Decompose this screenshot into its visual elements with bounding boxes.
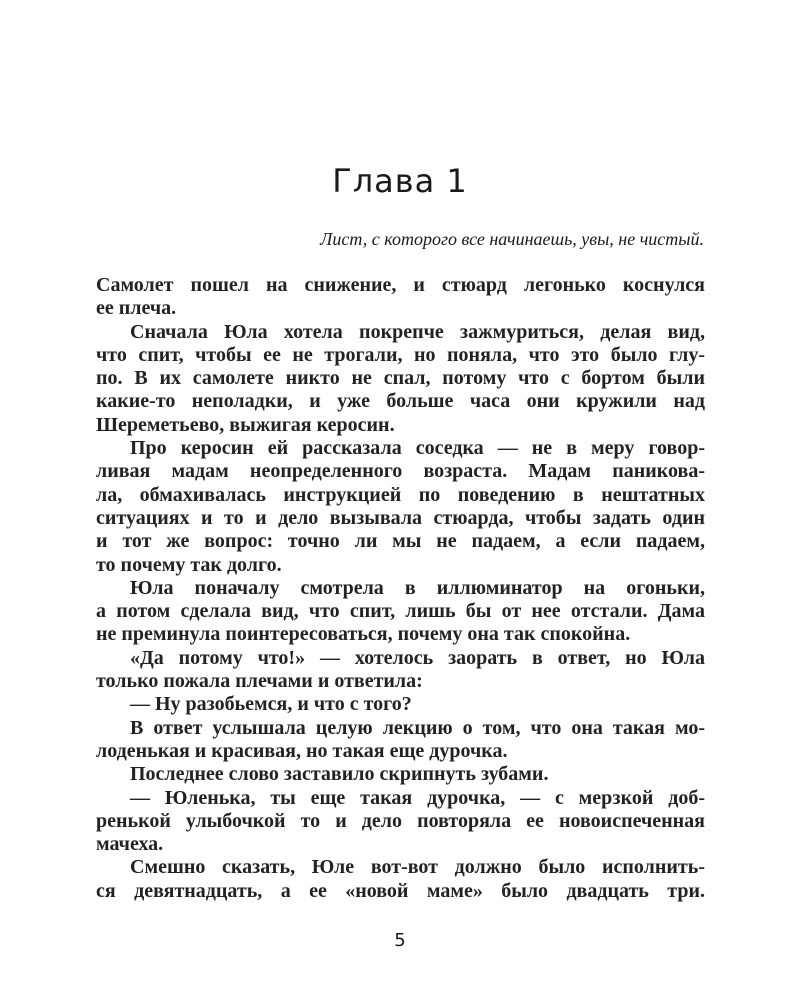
text-line: по. В их самолете никто не спал, потому что с бортом были — [96, 367, 705, 390]
epigraph: Лист, с которого все начинаешь, увы, не чистый. — [320, 229, 704, 249]
text-line: ся девятнадцать, а ее «новой маме» было двадцать три. — [96, 879, 705, 902]
text-line: только пожала плечами и ответила: — [96, 670, 423, 693]
text-line: лоденькая и красивая, но такая еще дурочка. — [96, 739, 508, 762]
text-line: и тот же вопрос: точно ли мы не падаем, а если падаем, — [96, 530, 705, 553]
text-line: какие-то неполадки, и уже больше часа они кружили над — [96, 390, 705, 413]
text-line: Шереметьево, выжигая керосин. — [96, 413, 395, 436]
chapter-title: Глава 1 — [332, 162, 468, 200]
text-line: ее плеча. — [96, 297, 177, 320]
text-line: Юла поначалу смотрела в иллюминатор на огоньки, — [130, 576, 705, 599]
text-line: что спит, чтобы ее не трогали, но поняла, что это было глу- — [96, 343, 705, 366]
text-line: Самолет пошел на снижение, и стюард легонько коснулся — [96, 274, 705, 296]
text-line: ливая мадам неопределенного возраста. Мадам паникова- — [96, 460, 705, 483]
text-line: мачеха. — [96, 833, 164, 856]
text-line: ренькой улыбочкой то и дело повторяла ее новоиспеченная — [96, 809, 705, 832]
body-text — [96, 274, 705, 903]
text-line: — Юленька, ты еще такая дурочка, — с мерзкой доб- — [130, 786, 705, 809]
text-line: Смешно сказать, Юле вот-вот должно было исполнить- — [130, 856, 705, 879]
text-line: Последнее слово заставило скрипнуть зубами. — [130, 763, 549, 786]
page-number: 5 — [394, 930, 406, 951]
text-line: «Да потому что!» — хотелось заорать в ответ, но Юла — [130, 646, 705, 669]
text-line: В ответ услышала целую лекцию о том, что она такая мо- — [130, 716, 705, 739]
text-line: а потом сделала вид, что спит, лишь бы от нее отстали. Дама — [96, 600, 705, 623]
text-line: Про керосин ей рассказала соседка — не в меру говор- — [130, 437, 705, 460]
text-line: не преминула поинтересоваться, почему она так спокойна. — [96, 623, 631, 646]
text-line: ситуациях и то и дело вызывала стюарда, чтобы задать один — [96, 506, 705, 529]
text-line: — Ну разобьемся, и что с того? — [130, 693, 412, 716]
text-line: то почему так долго. — [96, 553, 282, 576]
text-line: Сначала Юла хотела покрепче зажмуриться, делая вид, — [130, 320, 705, 343]
text-line: ла, обмахивалась инструкцией по поведению в нештатных — [96, 483, 705, 506]
